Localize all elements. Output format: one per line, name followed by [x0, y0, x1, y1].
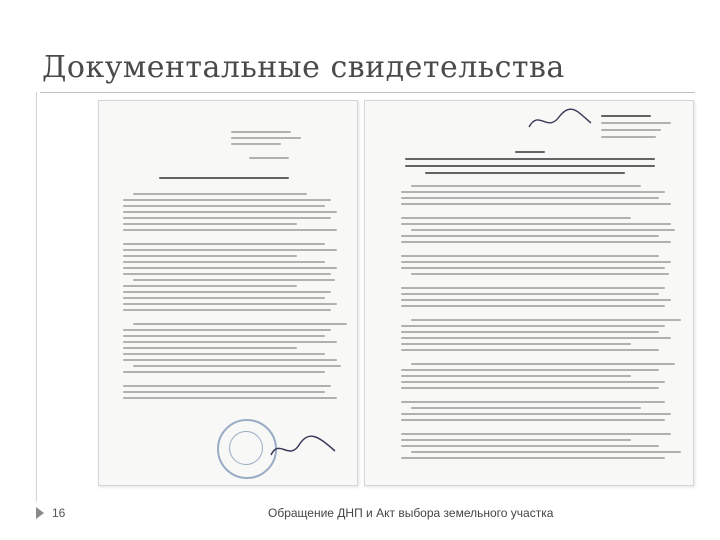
scan-text-line	[401, 349, 659, 351]
scan-text-line	[123, 217, 331, 219]
title-divider	[40, 92, 695, 93]
scan-text-line	[123, 371, 325, 373]
scan-text-line	[123, 211, 337, 213]
scan-text-line	[133, 279, 335, 281]
scan-text-line	[401, 293, 659, 295]
page-number: 16	[52, 506, 66, 520]
scan-text-line	[401, 381, 665, 383]
scan-text-line	[123, 359, 337, 361]
scan-text-line	[123, 353, 325, 355]
scan-text-line	[401, 369, 659, 371]
scan-text-line	[411, 319, 681, 321]
slide-caption: Обращение ДНП и Акт выбора земельного участка	[268, 506, 554, 520]
scan-text-line	[401, 241, 671, 243]
scan-text-line	[401, 325, 665, 327]
scan-text-line	[401, 445, 659, 447]
scan-text-line	[411, 407, 641, 409]
scan-text-line	[123, 267, 337, 269]
left-margin-line	[36, 92, 37, 502]
scan-text-line	[401, 235, 659, 237]
scan-text-line	[133, 193, 307, 195]
scan-text-line	[123, 249, 337, 251]
scan-text-line	[123, 335, 325, 337]
scan-text-line	[123, 297, 325, 299]
scan-text-line	[123, 255, 297, 257]
scan-text-line	[401, 331, 659, 333]
scan-text-line	[401, 337, 671, 339]
land-selection-act-scan	[364, 100, 694, 486]
scan-text-line	[401, 457, 665, 459]
slide-bullet-icon	[36, 507, 44, 519]
scan-text-line	[411, 451, 681, 453]
scan-text-line	[123, 329, 331, 331]
scan-text-line	[123, 341, 337, 343]
scan-text-line	[411, 273, 669, 275]
scan-text-line	[123, 397, 337, 399]
scan-text-line	[123, 285, 297, 287]
scan-text-line	[123, 261, 325, 263]
signature-image	[269, 433, 339, 463]
scan-text-line	[401, 223, 671, 225]
scan-text-line	[123, 243, 325, 245]
scan-text-line	[411, 185, 641, 187]
scan-text-line	[411, 363, 675, 365]
scan-text-line	[401, 433, 671, 435]
scan-text-line	[123, 273, 331, 275]
scan-text-line	[123, 347, 297, 349]
scan-text-line	[123, 205, 325, 207]
scan-text-line	[123, 309, 331, 311]
scan-text-line	[123, 291, 331, 293]
slide-title: Документальные свидетельства	[42, 50, 565, 85]
scan-text-line	[401, 255, 659, 257]
scan-text-line	[401, 197, 659, 199]
scan-text-line	[401, 261, 671, 263]
scan-text-line	[401, 203, 671, 205]
scan-text-line	[123, 199, 331, 201]
scan-text-line	[401, 305, 665, 307]
scan-text-line	[401, 413, 671, 415]
scan-text-line	[123, 303, 337, 305]
scan-text-line	[123, 229, 337, 231]
scan-text-line	[133, 365, 341, 367]
scan-text-line	[133, 323, 347, 325]
scan-text-line	[123, 385, 331, 387]
scan-text-line	[123, 391, 325, 393]
appeal-document-scan	[98, 100, 358, 486]
scan-text-line	[123, 223, 297, 225]
scan-text-line	[401, 191, 665, 193]
scan-text-line	[401, 439, 631, 441]
scan-text-line	[401, 387, 659, 389]
scan-text-line	[401, 299, 671, 301]
scan-text-line	[411, 229, 675, 231]
scan-text-line	[401, 267, 665, 269]
scan-text-line	[401, 343, 631, 345]
scan-text-line	[401, 419, 665, 421]
scan-text-line	[401, 217, 631, 219]
scan-text-line	[401, 401, 665, 403]
scan-text-line	[401, 287, 665, 289]
scan-text-line	[401, 375, 631, 377]
